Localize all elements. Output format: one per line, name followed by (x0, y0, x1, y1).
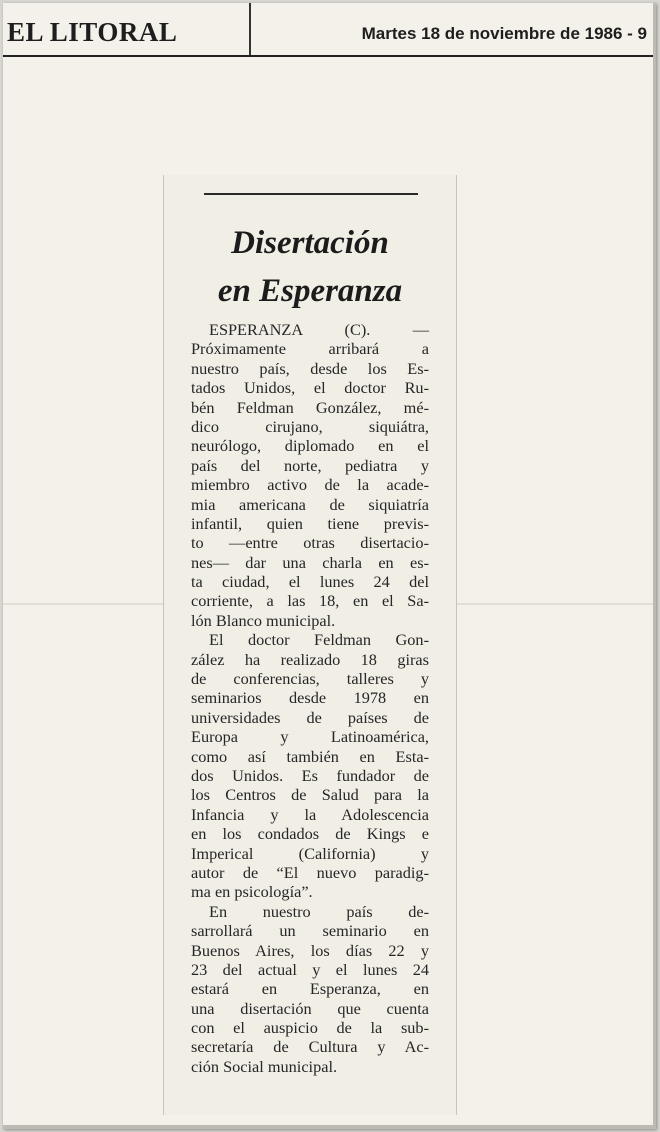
body-line: universidades de países de (191, 707, 429, 727)
body-line: estará en Esperanza, en (191, 979, 429, 999)
body-line: dico cirujano, siquiátra, (191, 416, 429, 436)
newspaper-page (3, 3, 656, 1129)
body-line: corriente, a las 18, en el Sa- (191, 591, 429, 611)
body-line: neurólogo, diplomado en el (191, 436, 429, 456)
body-line: mia americana de siquiatría (191, 494, 429, 514)
article-clipping (163, 175, 457, 1115)
body-line: seminarios desde 1978 en (191, 688, 429, 708)
body-line: lón Blanco municipal. (191, 610, 336, 630)
body-line: dos Unidos. Es fundador de (191, 765, 429, 785)
article-headline (164, 219, 456, 315)
page-header (3, 3, 653, 57)
body-line: con el auspicio de la sub- (191, 1018, 429, 1038)
body-line: Buenos Aires, los días 22 y (191, 940, 429, 960)
top-rule (204, 193, 418, 195)
body-line: como así también en Esta- (191, 746, 429, 766)
body-line: ESPERANZA (C). — (209, 320, 429, 339)
body-line: infantil, quien tiene previs- (191, 513, 429, 533)
body-line: zález ha realizado 18 giras (191, 649, 429, 669)
body-line: nes— dar una charla en es- (191, 552, 429, 572)
body-line: Imperical (California) y (191, 843, 429, 863)
body-line: autor de “El nuevo paradig- (191, 862, 429, 882)
dateline: Martes 18 de noviembre de 1986 - 9 (361, 24, 647, 43)
masthead: EL LITORAL (7, 17, 178, 47)
body-line: El doctor Feldman Gon- (209, 630, 429, 650)
body-line: país del norte, pediatra y (191, 455, 429, 475)
body-line: de conferencias, talleres y (191, 669, 429, 689)
body-line: miembro activo de la acade- (191, 475, 429, 495)
headline-line-2: en Esperanza (217, 273, 403, 309)
body-line: en los condados de Kings e (191, 824, 429, 844)
article-body (191, 320, 429, 1076)
body-line: los Centros de Salud para la (191, 785, 429, 805)
body-line: Infancia y la Adolescencia (191, 804, 429, 824)
header-divider (249, 3, 251, 55)
body-line: ta ciudad, el lunes 24 del (191, 572, 429, 592)
body-line: una disertación que cuenta (191, 998, 429, 1018)
body-line: Próximamente arribará a (191, 339, 429, 359)
body-line: ción Social municipal. (191, 1056, 338, 1076)
body-line: secretaría de Cultura y Ac- (191, 1037, 429, 1057)
body-line: Europa y Latinoamérica, (191, 727, 429, 747)
body-line: tados Unidos, el doctor Ru- (191, 378, 429, 398)
body-line: ma en psicología”. (191, 882, 313, 902)
body-line: sarrollará un seminario en (191, 921, 429, 941)
body-line: En nuestro país de- (209, 901, 429, 921)
body-line: bén Feldman González, mé- (191, 397, 429, 417)
body-line: 23 del actual y el lunes 24 (191, 959, 429, 979)
body-line: to —entre otras disertacio- (191, 533, 429, 553)
headline-line-1: Disertación (231, 225, 389, 261)
body-line: nuestro país, desde los Es- (191, 358, 429, 378)
